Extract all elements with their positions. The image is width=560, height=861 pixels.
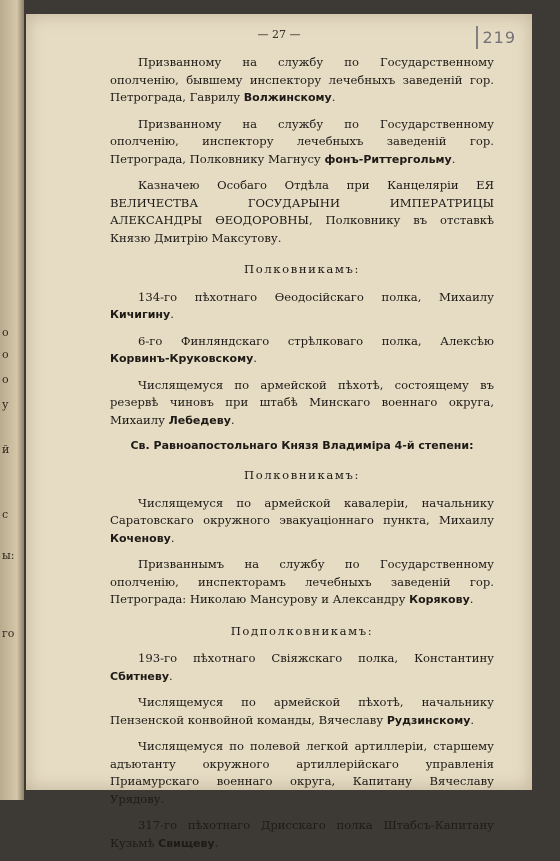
order-heading: Св. Равноапостольнаго Князя Владиміра 4-й степени: [130, 439, 474, 452]
award-paragraph [110, 694, 494, 729]
left-page-fragment: о [2, 373, 9, 386]
paragraph-tail: . [253, 351, 257, 365]
recipient-surname: фонъ-Риттергольму [324, 152, 452, 166]
award-paragraph [110, 556, 494, 609]
paragraph-tail: . [170, 530, 175, 545]
paragraph-text: Казначею Особаго Отдѣла при Канцеляріи ЕЯ ВЕЛИЧЕСТВА ГОСУДАРЫНИ ИМПЕРАТРИЦЫ АЛЕКСАНДРЫ ѲЕОДОРОВНЫ, Полковнику въ отставкѣ Князю Дмитрію Максутову. [110, 178, 494, 245]
document-page [26, 14, 532, 850]
award-paragraph [110, 817, 494, 852]
paragraph-text: 134-го пѣхотнаго Ѳеодосійскаго полка, Михаилу [138, 289, 494, 304]
paragraph-tail: . [214, 835, 219, 850]
left-page-fragment: го [2, 627, 15, 640]
paragraph-text: Числящемуся по армейской пѣхотѣ, начальнику Пензенской конвойной команды, Вячеславу [110, 695, 494, 727]
award-paragraph [110, 377, 494, 430]
archive-stamp: 219 [476, 26, 520, 49]
award-paragraph [110, 738, 494, 808]
recipient-surname: Кичигину [110, 308, 171, 321]
paragraph-tail: . [469, 592, 474, 606]
recipient-surname: Корякову [409, 593, 470, 606]
award-paragraph [110, 289, 494, 324]
left-page-fragment: с [2, 508, 9, 521]
left-page-fragment: о [2, 326, 9, 339]
left-page-fragment: ы: [2, 549, 15, 562]
paragraph-tail: . [451, 151, 456, 166]
left-page-fragment: о [2, 348, 9, 361]
paragraph-text: Призванному на службу по Государственному ополченію, бывшему инспектору лечебныхъ заведеній гор. Петрограда, Гаврилу [110, 55, 494, 104]
left-page-edge [0, 0, 24, 800]
paragraph-tail: . [169, 668, 173, 683]
paragraph-tail: . [170, 307, 174, 321]
paragraph-text: 6-го Финляндскаго стрѣлковаго полка, Алексѣю [138, 333, 494, 348]
page-number: — 27 — [257, 28, 301, 41]
recipient-surname: Сбитневу [110, 669, 170, 683]
paragraph-text: 193-го пѣхотнаго Свіяжскаго полка, Константину [138, 651, 494, 665]
award-paragraph [110, 650, 494, 685]
recipient-surname: Коченову [110, 531, 171, 545]
paragraph-text: Числящемуся по армейской кавалеріи, начальнику Саратовскаго окружного эвакуаціоннаго пункта, Михаилу [110, 495, 494, 527]
paragraph-text: Числящемуся по армейской пѣхотѣ, состоящему въ резервѣ чиновъ при штабѣ Минскаго военнаго округа, Михаилу [110, 377, 494, 427]
page-content [110, 54, 494, 861]
paragraph-tail: . [331, 90, 336, 104]
award-paragraph [110, 333, 494, 368]
award-paragraph [110, 54, 494, 107]
paragraph-tail: . [470, 712, 475, 727]
left-page-fragment: й [2, 443, 10, 456]
rank-heading: Полковникамъ: [244, 262, 360, 276]
recipient-surname: Корвинъ-Круковскому [110, 352, 254, 365]
award-paragraph [110, 116, 494, 169]
award-paragraph [110, 495, 494, 548]
paragraph-text: Призваннымъ на службу по Государственному ополченію, инспекторамъ лечебныхъ заведеній гор. Петрограда: Николаю Мансурову и Александру [110, 557, 494, 606]
left-page-fragment: у [2, 398, 9, 411]
recipient-surname: Волжинскому [243, 91, 332, 104]
paragraph-text: Призванному на службу по Государственному ополченію, инспектору лечебныхъ заведеній гор. Петрограда, Полковнику Магнусу [110, 116, 494, 166]
paragraph-tail: . [230, 412, 235, 427]
recipient-surname: Лебедеву [168, 413, 231, 427]
rank-heading: Подполковникамъ: [230, 623, 374, 638]
award-paragraph [110, 177, 494, 247]
recipient-surname: Рудзинскому [386, 713, 471, 727]
paragraph-text: 317-го пѣхотнаго Дрисскаго полка Штабсъ-Капитану Кузьмѣ [110, 818, 494, 850]
rank-heading: Полковникамъ: [244, 468, 360, 482]
paragraph-text: Числящемуся по полевой легкой артиллеріи, старшему адъютанту окружного артиллерійскаго управленія Приамурскаго военнаго округа, Капитану Вячеславу Урядову. [110, 739, 494, 806]
recipient-surname: Свищеву [158, 836, 215, 850]
